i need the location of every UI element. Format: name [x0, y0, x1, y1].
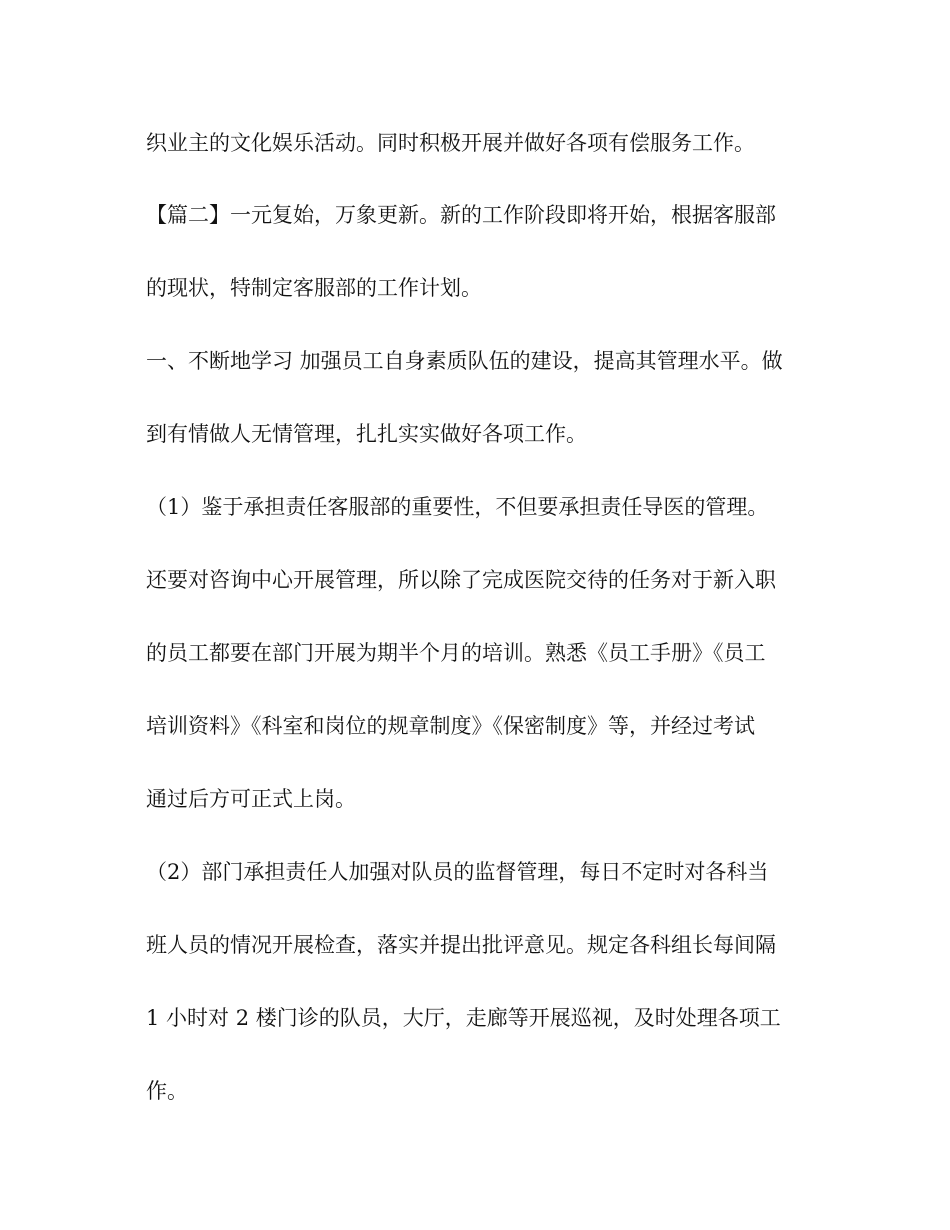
text-line-12: 班人员的情况开展检查，落实并提出批评意见。规定各科组长每间隔 [146, 933, 776, 957]
text-line-3: 的现状，特制定客服部的工作计划。 [146, 276, 482, 300]
text-line-2: 【篇二】一元复始，万象更新。新的工作阶段即将开始，根据客服部 [146, 203, 776, 227]
text-line-5: 到有情做人无情管理，扎扎实实做好各项工作。 [146, 422, 587, 446]
text-line-11: （2）部门承担责任人加强对队员的监督管理，每日不定时对各科当 [146, 860, 769, 884]
text-line-9: 培训资料》《科室和岗位的规章制度》《保密制度》等，并经过考试 [146, 714, 755, 738]
text-line-6: （1）鉴于承担责任客服部的重要性，不但要承担责任导医的管理。 [146, 495, 769, 519]
text-line-1: 织业主的文化娱乐活动。同时积极开展并做好各项有偿服务工作。 [146, 131, 755, 155]
text-line-14: 作。 [146, 1079, 188, 1103]
text-line-8: 的员工都要在部门开展为期半个月的培训。熟悉《员工手册》《员工 [146, 641, 766, 665]
text-line-7: 还要对咨询中心开展管理，所以除了完成医院交待的任务对于新入职 [146, 568, 776, 592]
text-line-4: 一、不断地学习 加强员工自身素质队伍的建设，提高其管理水平。做 [146, 349, 783, 373]
text-line-10: 通过后方可正式上岗。 [146, 787, 356, 811]
text-line-13: 1 小时对 2 楼门诊的队员，大厅，走廊等开展巡视，及时处理各项工 [146, 1006, 781, 1030]
